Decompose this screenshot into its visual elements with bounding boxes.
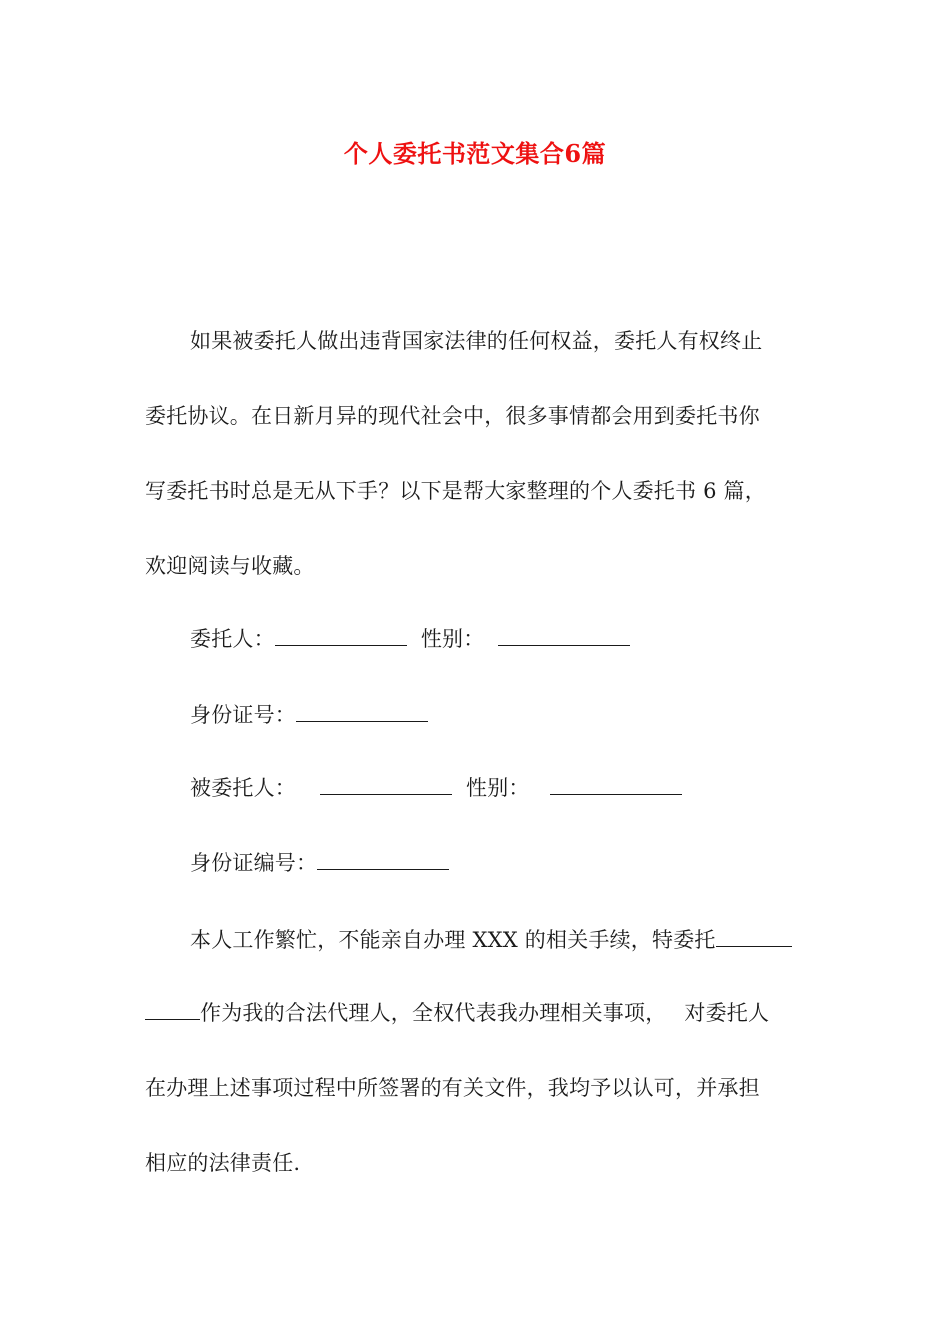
id-label-2: 身份证编号： [190, 851, 318, 875]
body-line-4: 相应的法律责任. [145, 1151, 301, 1175]
id-row-1 [190, 700, 428, 730]
body-line-1-text: 本人工作繁忙，不能亲自办理 XXX 的相关手续，特委托 [190, 928, 716, 952]
document-title: 个人委托书范文集合6篇 [343, 139, 607, 168]
agent-blank [320, 773, 452, 795]
gender-label-2: 性别： [466, 776, 530, 800]
body-line-3: 在办理上述事项过程中所签署的有关文件，我均予以认可，并承担 [145, 1076, 760, 1100]
intro-line-4: 欢迎阅读与收藏。 [145, 554, 315, 578]
agent-row [190, 773, 682, 803]
gender-blank-1 [498, 624, 630, 646]
body-line-2 [145, 998, 769, 1028]
intro-line-3: 写委托书时总是无从下手？以下是帮大家整理的个人委托书 6 篇， [145, 479, 766, 503]
principal-label: 委托人： [190, 627, 275, 651]
principal-row [190, 624, 630, 654]
agent-name-blank-a [716, 925, 792, 947]
body-line-2-text: 作为我的合法代理人，全权代表我办理相关事项， [200, 1001, 667, 1025]
agent-name-blank-b [145, 998, 200, 1020]
intro-line-2: 委托协议。在日新月异的现代社会中，很多事情都会用到委托书你 [145, 404, 760, 428]
id-blank-2 [317, 848, 449, 870]
intro-line-1: 如果被委托人做出违背国家法律的任何权益，委托人有权终止 [190, 329, 763, 353]
principal-blank [275, 624, 407, 646]
body-line-1 [190, 925, 792, 955]
agent-label: 被委托人： [190, 776, 296, 800]
id-blank-1 [296, 700, 428, 722]
gender-blank-2 [550, 773, 682, 795]
id-label-1: 身份证号： [190, 703, 296, 727]
gender-label-1: 性别： [420, 627, 485, 651]
id-row-2 [190, 848, 449, 878]
body-line-2b-text: 对委托人 [684, 1001, 770, 1025]
